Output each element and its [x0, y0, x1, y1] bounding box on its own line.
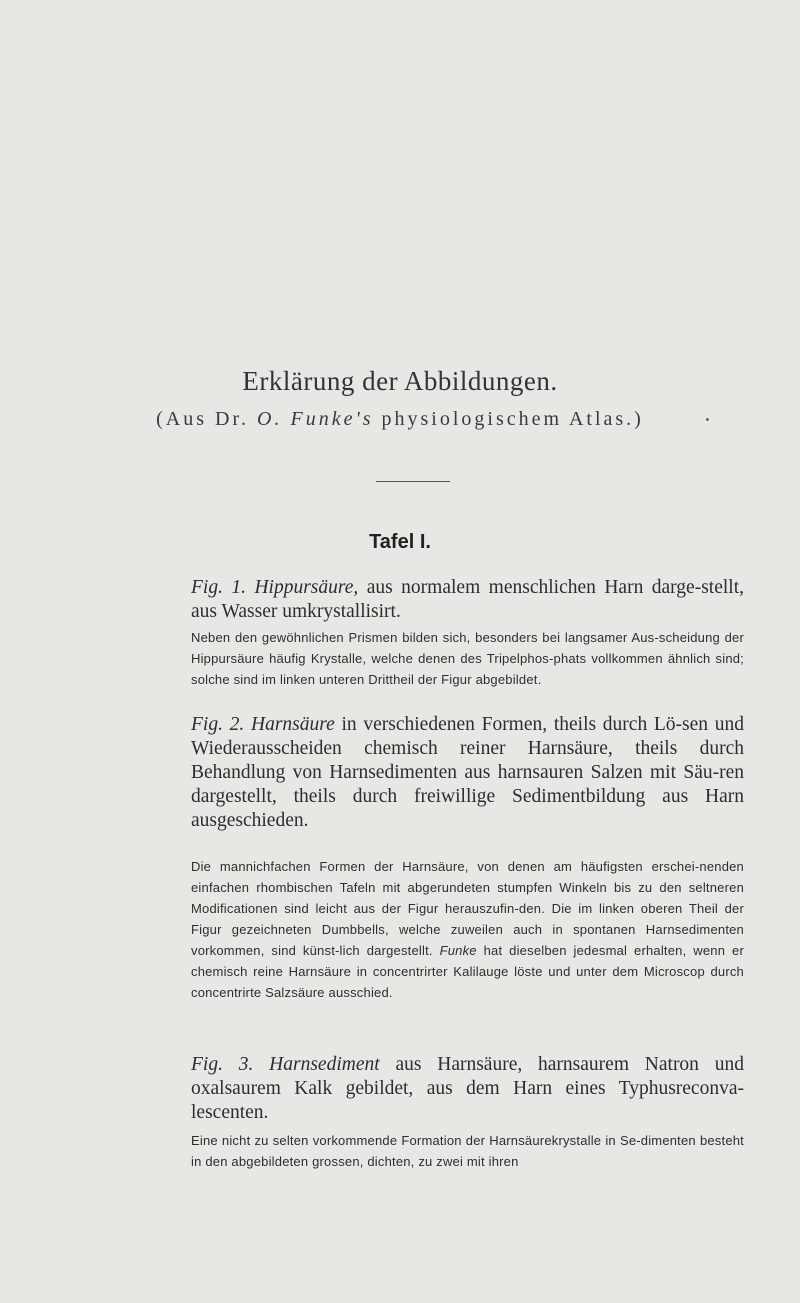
page-subtitle: [0, 408, 800, 431]
figure-1-caption: [191, 576, 744, 624]
subtitle-suffix: physiologischem Atlas.): [373, 408, 644, 430]
figure-1-label: Fig. 1. Hippursäure,: [191, 577, 359, 598]
divider-rule: [376, 481, 450, 482]
figure-2-note-text-end: hat dieselben jedesmal erhalten, wenn er chemisch reine Harnsäure in concentrirter Kalilauge löste und unter dem Microscop durch concentrirte Salzsäure ausschied.: [191, 943, 744, 1000]
figure-2-note-name: Funke: [439, 943, 477, 958]
figure-3-caption: [191, 1053, 744, 1125]
plate-heading: Tafel I.: [369, 531, 431, 553]
page-title: Erklärung der Abbildungen.: [242, 366, 558, 396]
figure-1-text: aus normalem menschlichen Harn darge-stellt, aus Wasser umkrystallisirt.: [191, 577, 744, 622]
subtitle-author: O. Funke's: [257, 408, 374, 430]
figure-2-caption: [191, 713, 744, 833]
subtitle-prefix: (Aus Dr.: [156, 408, 258, 430]
figure-2-text: in verschiedenen Formen, theils durch Lö-sen und Wiederausscheiden chemisch reiner Harnsäure, theils durch Behandlung von Harnsedimenten aus harnsauren Salzen mit Säu-ren dargestellt, theils durch freiwillige Sedimentbildung aus Harn ausgeschieden.: [191, 714, 745, 831]
figure-3-label: Fig. 3. Harnsediment: [191, 1054, 380, 1075]
figure-3-text: aus Harnsäure, harnsaurem Natron und oxalsaurem Kalk gebildet, aus dem Harn eines Typhusreconva-lescenten.: [191, 1054, 744, 1123]
stray-mark: [706, 418, 709, 421]
figure-2-label: Fig. 2. Harnsäure: [191, 714, 335, 735]
figure-1-note: Neben den gewöhnlichen Prismen bilden sich, besonders bei langsamer Aus-scheidung der Hippursäure häufig Krystalle, welche denen des Tripelphos-phats vollkommen ähnlich sind; solche sind im linken unteren Drittheil der Figur abgebildet.: [191, 630, 744, 687]
figure-3-note: Eine nicht zu selten vorkommende Formation der Harnsäurekrystalle in Se-dimenten besteht in den abgebildeten grossen, dichten, zu zwei mit ihren: [191, 1133, 744, 1169]
figure-2-note: [191, 856, 744, 1003]
figure-2-note-text: Die mannichfachen Formen der Harnsäure, von denen am häufigsten erschei-nenden einfachen rhombischen Tafeln mit abgerundeten stumpfen Winkeln bis zu den seltneren Modificationen sind leicht aus der Figur herauszufin-den. Die im linken oberen Theil der Figur gezeichneten Dumbbells, welche zuweilen auch in spontanen Harnsedimenten vorkommen, sind künst-lich dargestellt.: [191, 859, 744, 958]
